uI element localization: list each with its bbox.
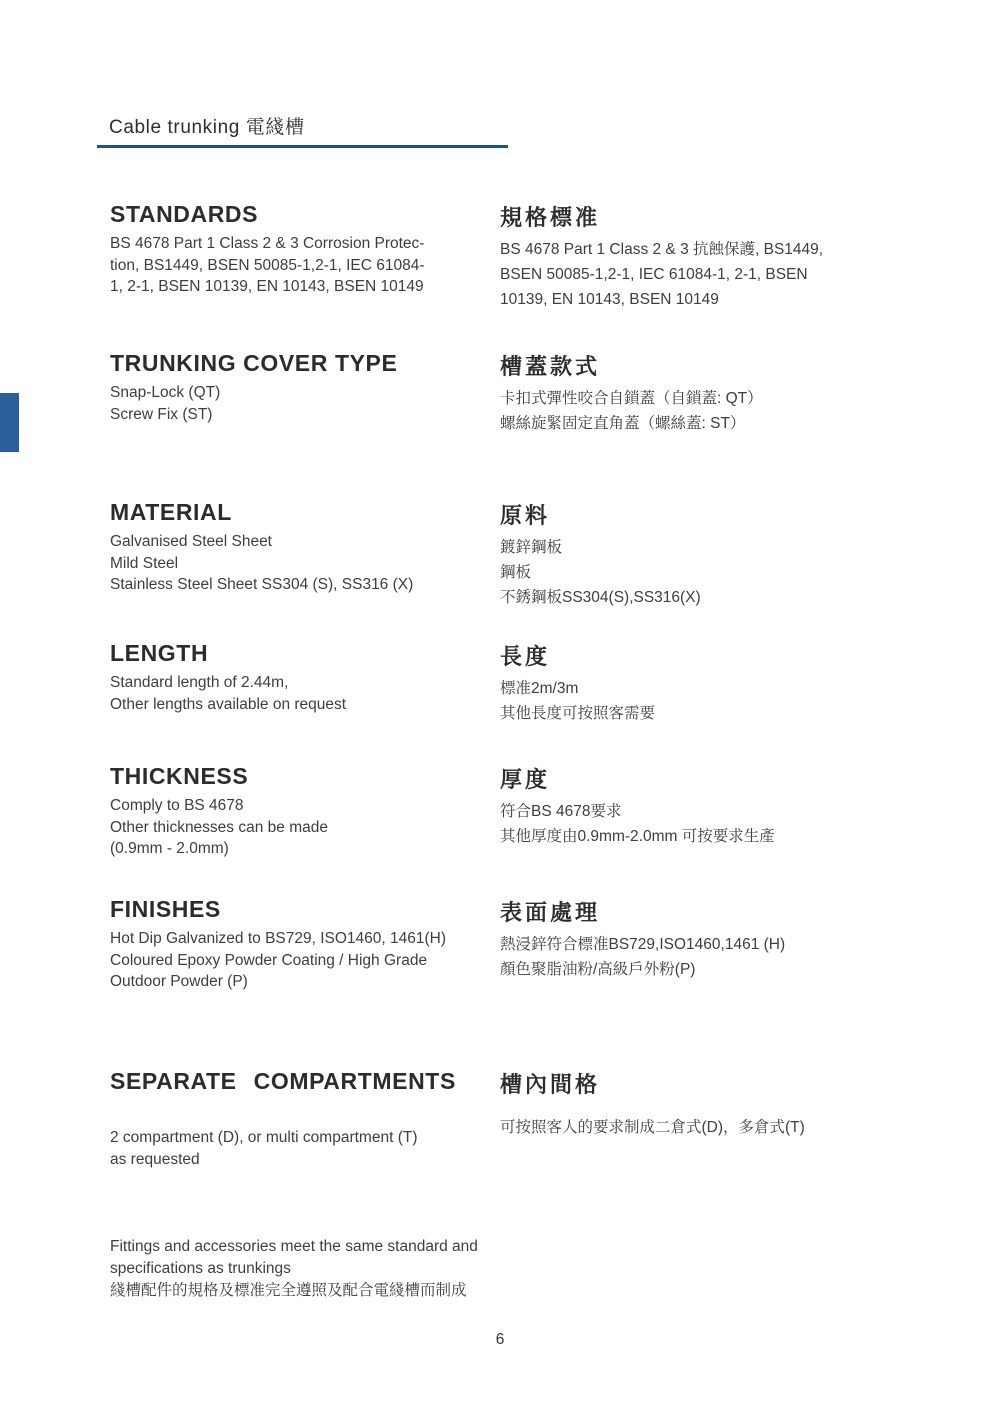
section-heading-zh: 原料	[500, 503, 551, 528]
section-heading-en: MATERIAL	[110, 499, 232, 525]
body-line: 符合BS 4678要求	[500, 803, 622, 820]
title-underline	[97, 145, 508, 148]
chinese-column	[500, 763, 980, 849]
section-heading-zh: 表面處理	[500, 900, 601, 925]
body-line: Screw Fix (ST)	[110, 405, 213, 423]
body-line: 卡扣式彈性咬合自鎖蓋（自鎖蓋: QT）	[500, 390, 763, 407]
body-line: Other thicknesses can be made	[110, 818, 328, 836]
english-column	[110, 350, 495, 425]
body-line: BSEN 50085-1,2-1, IEC 61084-1, 2-1, BSEN	[500, 266, 808, 283]
section-heading-en: THICKNESS	[110, 763, 249, 789]
body-line: 鍍鋅鋼板	[500, 539, 563, 556]
page-number: 6	[495, 1331, 505, 1348]
section-body-en	[110, 672, 495, 715]
chinese-column	[500, 350, 980, 436]
body-line: 可按照客人的要求制成二倉式(D)，多倉式(T)	[500, 1119, 805, 1136]
chinese-column	[500, 1068, 980, 1140]
section-body-zh	[500, 799, 980, 849]
section-body-zh	[500, 386, 980, 436]
body-line: 其他長度可按照客需要	[500, 705, 656, 722]
body-line: 1, 2-1, BSEN 10139, EN 10143, BSEN 10149	[110, 278, 424, 295]
section-body-zh	[500, 676, 980, 726]
section-body-zh	[500, 237, 980, 312]
body-line: 螺絲旋緊固定直角蓋（螺絲蓋: ST）	[500, 415, 746, 432]
chinese-column	[500, 499, 980, 610]
body-line: Standard length of 2.44m,	[110, 674, 289, 691]
section-heading-zh: 槽內間格	[500, 1072, 601, 1097]
section-body-en	[110, 928, 495, 993]
section-heading-zh: 規格標准	[500, 205, 601, 230]
section-body-en	[110, 1127, 495, 1170]
section-body-en	[110, 382, 495, 425]
body-line: 其他厚度由0.9mm-2.0mm 可按要求生產	[500, 828, 775, 845]
body-line: BS 4678 Part 1 Class 2 & 3 抗蝕保護, BS1449,	[500, 241, 824, 258]
section-heading-en: FINISHES	[110, 896, 221, 922]
section-body-en	[110, 233, 495, 298]
body-line: 顏色聚脂油粉/高級戶外粉(P)	[500, 961, 696, 978]
chinese-column	[500, 201, 980, 312]
body-line: Hot Dip Galvanized to BS729, ISO1460, 1461(H)	[110, 930, 447, 947]
chinese-column	[500, 640, 980, 726]
body-line: (0.9mm - 2.0mm)	[110, 840, 229, 857]
section-body-zh	[500, 932, 980, 982]
body-line: Snap-Lock (QT)	[110, 384, 221, 401]
section-heading-zh: 厚度	[500, 767, 551, 792]
section-heading-en: STANDARDS	[110, 201, 259, 227]
body-line: 熱浸鋅符合標准BS729,ISO1460,1461 (H)	[500, 936, 786, 953]
section-heading-en: TRUNKING COVER TYPE	[110, 350, 398, 376]
body-line: Stainless Steel Sheet SS304 (S), SS316 (X)	[110, 576, 414, 593]
body-line: Mild Steel	[110, 554, 179, 572]
footer-line: specifications as trunkings	[110, 1259, 291, 1277]
footer-line: 綫槽配件的規格及標准完全遵照及配合電綫槽而制成	[110, 1282, 467, 1299]
section-heading-en: LENGTH	[110, 640, 209, 666]
section-body-en	[110, 531, 495, 596]
page-title: Cable trunking 電綫槽	[109, 117, 305, 138]
section-heading-zh: 長度	[500, 644, 551, 669]
body-line: Comply to BS 4678	[110, 797, 244, 814]
section-heading-zh: 槽蓋款式	[500, 354, 601, 379]
side-tab-marker	[0, 393, 19, 452]
footer-line: Fittings and accessories meet the same standard and	[110, 1238, 478, 1255]
section-heading-en: SEPARATE COMPARTMENTS	[110, 1068, 456, 1094]
body-line: 鋼板	[500, 564, 532, 581]
english-column	[110, 201, 495, 298]
section-body-en	[110, 795, 495, 860]
english-column	[110, 896, 495, 993]
section-body-zh	[500, 1115, 980, 1140]
body-line: as requested	[110, 1150, 200, 1168]
english-column	[110, 1068, 495, 1170]
english-column	[110, 499, 495, 596]
body-line: BS 4678 Part 1 Class 2 & 3 Corrosion Protec-	[110, 235, 425, 252]
english-column	[110, 763, 495, 860]
body-line: Outdoor Powder (P)	[110, 973, 248, 990]
footer-note	[110, 1236, 478, 1303]
body-line: tion, BS1449, BSEN 50085-1,2-1, IEC 61084-	[110, 256, 425, 274]
body-line: 2 compartment (D), or multi compartment (T)	[110, 1129, 418, 1146]
body-line: Other lengths available on request	[110, 695, 347, 713]
body-line: 標准2m/3m	[500, 680, 579, 697]
body-line: Coloured Epoxy Powder Coating / High Grade	[110, 951, 428, 969]
section-body-zh	[500, 535, 980, 610]
body-line: Galvanised Steel Sheet	[110, 533, 272, 550]
body-line: 10139, EN 10143, BSEN 10149	[500, 291, 719, 308]
english-column	[110, 640, 495, 715]
body-line: 不銹鋼板SS304(S),SS316(X)	[500, 589, 701, 606]
chinese-column	[500, 896, 980, 982]
